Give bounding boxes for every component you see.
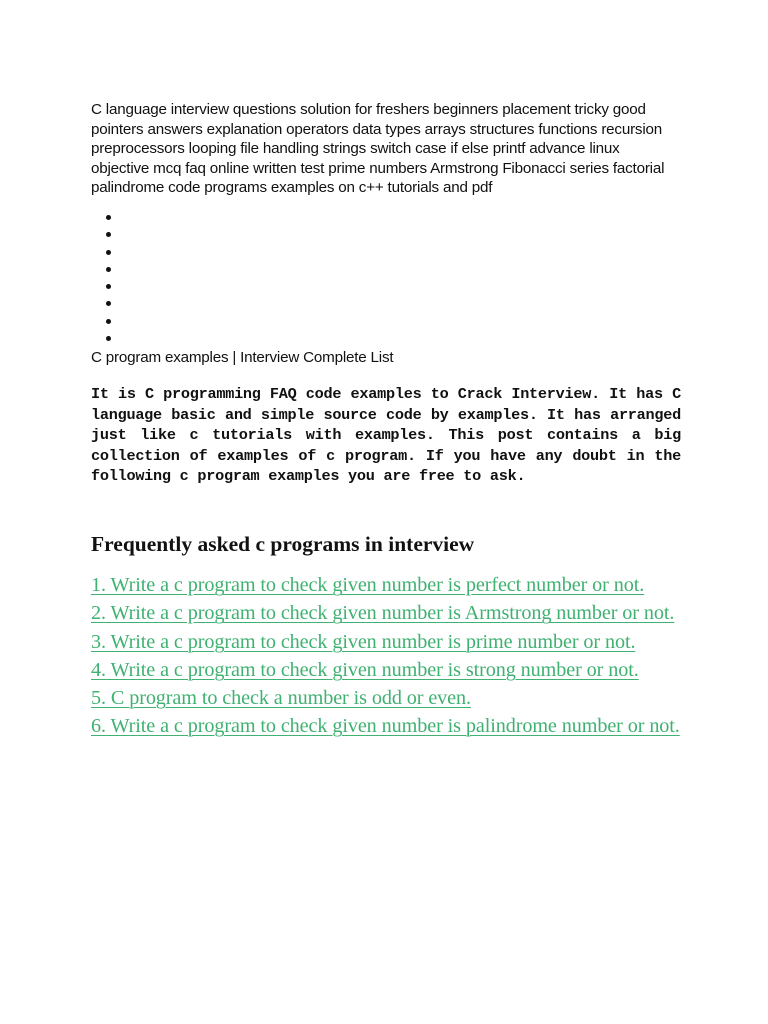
bullet-icon (106, 267, 111, 272)
program-link-list (91, 571, 681, 740)
program-link-palindrome-number[interactable]: 6. Write a c program to check given number is palindrome number or not. (91, 714, 680, 737)
list-item (106, 330, 681, 347)
bullet-icon (106, 301, 111, 306)
bullet-icon (106, 319, 111, 324)
program-link-strong-number[interactable]: 4. Write a c program to check given number is strong number or not. (91, 658, 639, 681)
bullet-icon (106, 250, 111, 255)
list-subheading: C program examples | Interview Complete List (91, 349, 394, 367)
list-item (106, 295, 681, 312)
bullet-list (91, 209, 681, 347)
bullet-icon (106, 215, 111, 220)
program-link-prime-number[interactable]: 3. Write a c program to check given number is prime number or not. (91, 630, 636, 653)
bullet-icon (106, 284, 111, 289)
section-heading: Frequently asked c programs in interview (91, 532, 475, 557)
intro-paragraph: C language interview questions solution for freshers beginners placement tricky good pointers answers explanation operators data types arrays structures functions recursion preprocessors looping file handling strings switch case if else printf advance linux objective mcq faq online written test prime numbers Armstrong Fibonacci series factorial palindrome code programs examples on c++ tutorials and pdf (91, 101, 665, 197)
list-item (106, 244, 681, 261)
description-paragraph: It is C programming FAQ code examples to Crack Interview. It has C language basic and simple source code by examples. It has arranged just like c tutorials with examples. This post contains a big collection of examples of c program. If you have any doubt in the following c program examples you are free to ask. (91, 385, 681, 485)
list-item (106, 313, 681, 330)
program-link-perfect-number[interactable]: 1. Write a c program to check given number is perfect number or not. (91, 574, 645, 597)
bullet-icon (106, 232, 111, 237)
program-link-armstrong-number[interactable]: 2. Write a c program to check given number is Armstrong number or not. (91, 602, 675, 625)
document-page (91, 100, 681, 740)
list-item (106, 209, 681, 226)
list-item (106, 278, 681, 295)
program-link-odd-even[interactable]: 5. C program to check a number is odd or even. (91, 686, 471, 709)
bullet-icon (106, 336, 111, 341)
list-item (106, 261, 681, 278)
list-item (106, 226, 681, 243)
